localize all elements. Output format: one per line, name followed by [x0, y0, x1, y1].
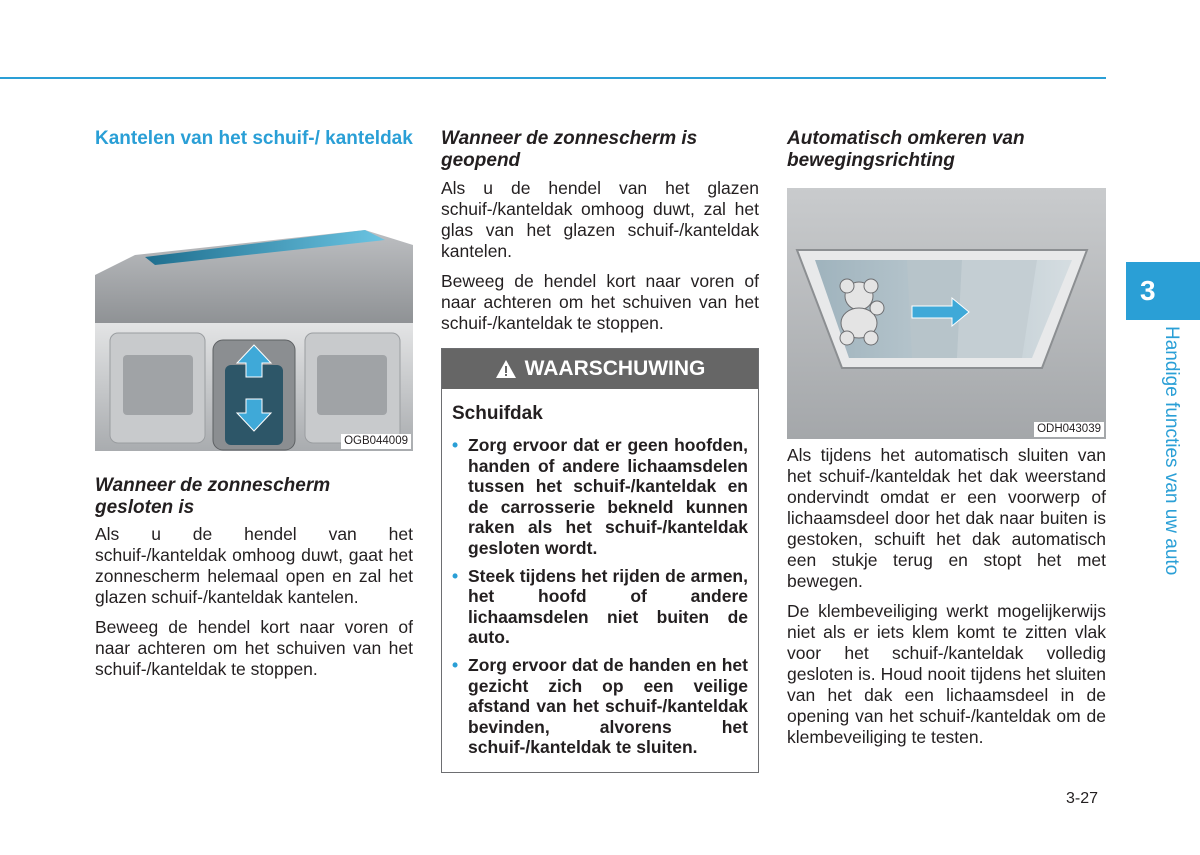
figure-label: OGB044009	[341, 434, 411, 449]
chapter-title: Handige functies van uw auto	[1161, 326, 1182, 576]
warning-title: Schuifdak	[452, 403, 543, 424]
paragraph: De klembeveiliging werkt mogelijkerwijs niet als er iets klem komt te zitten vlak voor het schuif-/kanteldak volledig gesloten is. Houd nooit tijdens het sluiten van het dak een lichaamsdeel in de opening van het schuif-/kanteldak om de klembeveiliging te testen.	[787, 601, 1106, 747]
figure-auto-reverse	[787, 188, 1106, 439]
figure-label: ODH043039	[1034, 422, 1104, 437]
paragraph: Beweeg de hendel kort naar voren of naar achteren om het schuiven van het schuif-/kanteldak te stoppen.	[95, 617, 413, 679]
subheading-open: Wanneer de zonnescherm is geopend	[441, 128, 698, 171]
chapter-tab	[1126, 262, 1200, 320]
bullet-icon: •	[452, 654, 459, 675]
auto-reverse-illustration	[787, 188, 1106, 439]
sunroof-lever-illustration	[95, 205, 413, 451]
paragraph: Als u de hendel van het glazen schuif-/kanteldak omhoog duwt, zal het glas van het glazen schuif-/kanteldak kantelen.	[441, 178, 759, 261]
warning-triangle-icon	[495, 359, 517, 379]
warning-box	[441, 348, 759, 773]
section-title: Kantelen van het schuif-/ kanteldak	[95, 128, 413, 149]
column-left	[95, 128, 413, 680]
warning-list	[452, 435, 748, 758]
page-number: 3-27	[1066, 790, 1099, 807]
warning-item: • Steek tijdens het rijden de armen, het hoofd of andere lichaamsdelen niet buiten de auto.	[452, 565, 748, 648]
subheading-auto-reverse: Automatisch omkeren van bewegingsrichting	[787, 128, 1025, 171]
bullet-icon: •	[452, 565, 459, 586]
figure-sunroof-lever	[95, 205, 413, 451]
subheading-closed: Wanneer de zonnescherm gesloten is	[95, 475, 331, 518]
warning-header-label: WAARSCHUWING	[524, 357, 706, 380]
warning-item: • Zorg ervoor dat er geen hoofden, handen of andere lichaamsdelen tussen het schuif-/kanteldak en de carrosserie bekneld kunnen raken als het schuif-/kanteldak gesloten wordt.	[452, 435, 748, 558]
chapter-number: 3	[1140, 275, 1156, 306]
column-middle	[441, 128, 759, 773]
bullet-icon: •	[452, 435, 459, 455]
column-right	[787, 128, 1106, 748]
paragraph: Beweeg de hendel kort naar voren of naar achteren om het schuiven van het schuif-/kanteldak te stoppen.	[441, 271, 759, 333]
paragraph: Als tijdens het automatisch sluiten van het schuif-/kanteldak het dak weerstand ondervindt omdat er een voorwerp of lichaamsdeel door het dak naar buiten is gestoken, schuift het dak automatisch een stukje terug en stopt het met bewegen.	[787, 445, 1106, 591]
warning-item: • Zorg ervoor dat de handen en het gezicht zich op een veilige afstand van het schuif-/kanteldak bevinden, alvorens het schuif-/kanteldak te sluiten.	[452, 654, 748, 758]
paragraph: Als u de hendel van het schuif-/kanteldak omhoog duwt, gaat het zonnescherm helemaal open en zal het glazen schuif-/kanteldak kantelen.	[95, 524, 413, 607]
warning-header	[442, 349, 758, 389]
top-rule	[0, 77, 1106, 79]
